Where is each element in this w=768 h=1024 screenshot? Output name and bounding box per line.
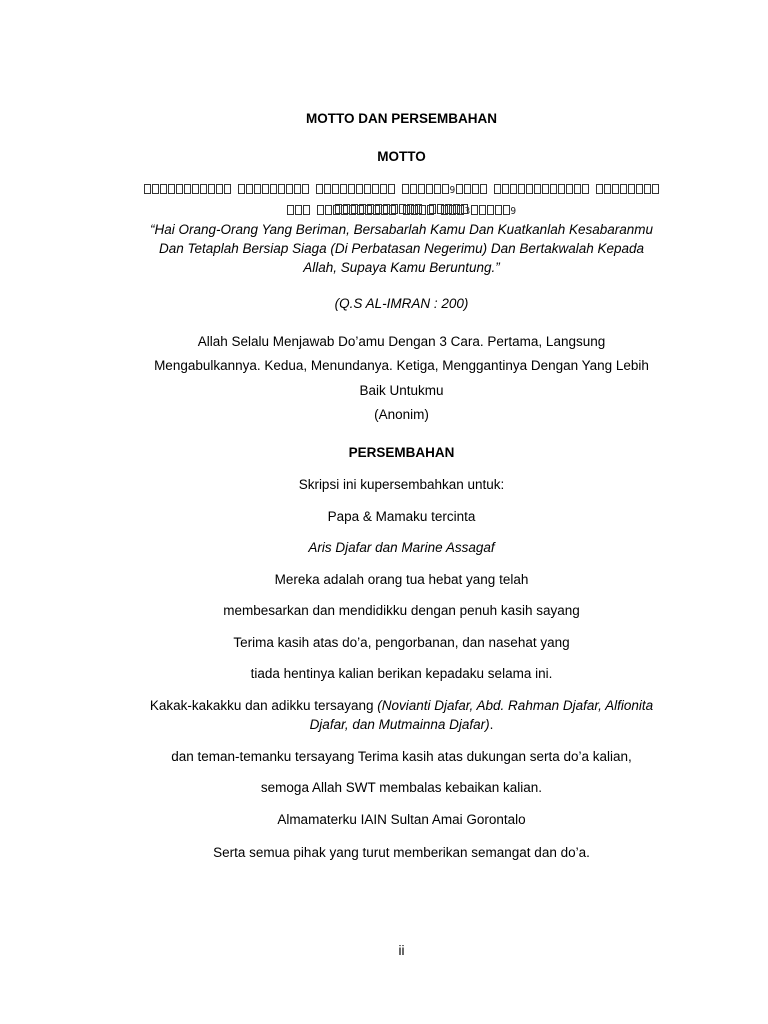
siblings-suffix: . [489, 717, 494, 732]
missing-glyph-run [335, 205, 469, 216]
dedication-line-5: dan teman-temanku tersayang Terima kasih atas dukungan serta do’a kalian, [171, 749, 632, 764]
verse-translation-line-2: Dan Tetaplah Bersiap Siaga (Di Perbatasan Negerimu) Dan Bertakwalah Kepada [158, 241, 645, 256]
motto-title: MOTTO [377, 149, 426, 164]
parents-names: Aris Djafar dan Marine Assagaf [308, 540, 495, 555]
persembahan-title: PERSEMBAHAN [348, 445, 455, 460]
quote-line-1: Allah Selalu Menjawab Do’amu Dengan 3 Cara. Pertama, Langsung [197, 334, 606, 349]
verse-translation-line-3: Allah, Supaya Kamu Beruntung.” [303, 260, 500, 275]
quote-line-3: Baik Untukmu [359, 383, 444, 398]
verse-source: (Q.S AL-IMRAN : 200) [334, 296, 469, 311]
dedication-line-6: semoga Allah SWT membalas kebaikan kalian. [260, 780, 543, 795]
dedication-line-3: Terima kasih atas do’a, pengorbanan, dan nasehat yang [233, 635, 570, 650]
dedication-line-2: membesarkan dan mendidikku dengan penuh kasih sayang [223, 603, 580, 618]
dedication-line-8: Serta semua pihak yang turut memberikan semangat dan do’a. [213, 845, 590, 860]
parents-label: Papa & Mamaku tercinta [327, 509, 476, 524]
quote-line-2: Mengabulkannya. Kedua, Menundanya. Ketiga, Menggantinya Dengan Yang Lebih [154, 358, 649, 373]
dedication-line-4: tiada hentinya kalian berikan kepadaku selama ini. [250, 666, 553, 681]
siblings-names: (Novianti Djafar, Abd. Rahman Djafar, Alfionita Djafar, dan Mutmainna Djafar) [309, 698, 654, 732]
page-number: ii [398, 943, 405, 958]
quote-author: (Anonim) [374, 407, 429, 422]
siblings-paragraph [130, 696, 673, 734]
arabic-verse-line-2 [140, 200, 663, 221]
missing-glyph-run: 9 3 9 [144, 185, 660, 217]
verse-translation-line-1: “Hai Orang-Orang Yang Beriman, Bersabarlah Kamu Dan Kuatkanlah Kesabaranmu [149, 222, 654, 237]
page-heading: MOTTO DAN PERSEMBAHAN [305, 111, 497, 126]
dedication-line-7: Almamaterku IAIN Sultan Amai Gorontalo [277, 812, 526, 827]
dedication-line-1: Mereka adalah orang tua hebat yang telah [274, 572, 529, 587]
dedication-intro: Skripsi ini kupersembahkan untuk: [298, 477, 505, 492]
siblings-prefix: Kakak-kakakku dan adikku tersayang [149, 698, 378, 713]
